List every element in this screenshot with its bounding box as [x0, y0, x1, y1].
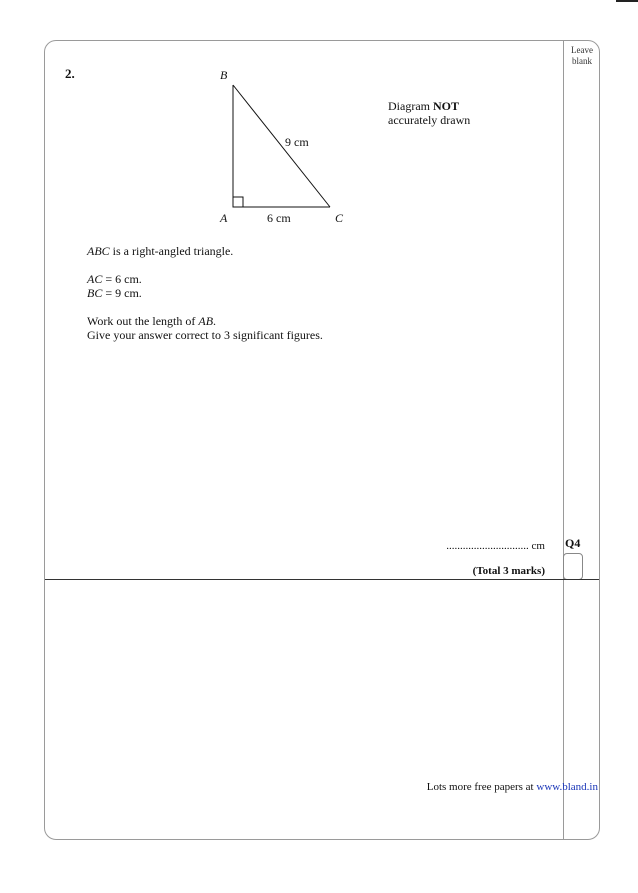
given-bc-rest: = 9 cm.: [102, 286, 142, 300]
hypotenuse-length-label: 9 cm: [285, 135, 309, 149]
mark-box[interactable]: [563, 553, 583, 580]
task-line2: Give your answer correct to 3 significant figures.: [87, 328, 323, 342]
leave-blank-label: [564, 45, 600, 67]
diagram-note: [388, 99, 470, 127]
base-length-label: 6 cm: [267, 211, 291, 225]
triangle-diagram: [45, 41, 563, 241]
vertex-label-a: A: [220, 211, 228, 225]
given-bc-var: BC: [87, 286, 103, 300]
exam-page-frame: [44, 40, 600, 840]
leave-label-line1: Leave: [571, 45, 593, 55]
answer-dots[interactable]: ..............................: [446, 540, 529, 552]
given-ac: [87, 272, 323, 286]
task-line1: [87, 314, 323, 328]
note-prefix: Diagram: [388, 99, 433, 113]
question-body: [87, 244, 323, 356]
statement-var: ABC: [87, 244, 110, 258]
corner-mark: [616, 0, 638, 10]
vertex-label-c: C: [335, 211, 344, 225]
footer-link[interactable]: www.bland.in: [536, 781, 598, 793]
section-divider: [45, 579, 599, 580]
task: [87, 314, 323, 342]
right-angle-marker: [233, 197, 243, 207]
task-suffix: .: [213, 314, 217, 328]
footer: [427, 781, 598, 793]
vertex-label-b: B: [220, 68, 228, 82]
side-bc: [233, 85, 330, 207]
note-not: NOT: [432, 99, 459, 113]
leave-blank-divider: [563, 41, 564, 839]
statement-rest: is a right-angled triangle.: [109, 244, 234, 258]
footer-text: Lots more free papers at: [426, 781, 537, 793]
given-ac-rest: = 6 cm.: [102, 272, 142, 286]
note-line2: accurately drawn: [388, 113, 471, 127]
given-bc: [87, 286, 323, 300]
answer-line[interactable]: [446, 540, 545, 552]
total-marks: (Total 3 marks): [472, 565, 545, 577]
task-var: AB: [198, 314, 214, 328]
leave-label-line2: blank: [572, 56, 592, 66]
given-ac-var: AC: [87, 272, 103, 286]
question-number: 2.: [65, 66, 75, 81]
task-prefix: Work out the length of: [87, 314, 199, 328]
given-values: [87, 272, 323, 300]
question-mark-label: Q4: [565, 536, 581, 550]
answer-unit: cm: [528, 540, 545, 552]
statement: [87, 244, 323, 258]
